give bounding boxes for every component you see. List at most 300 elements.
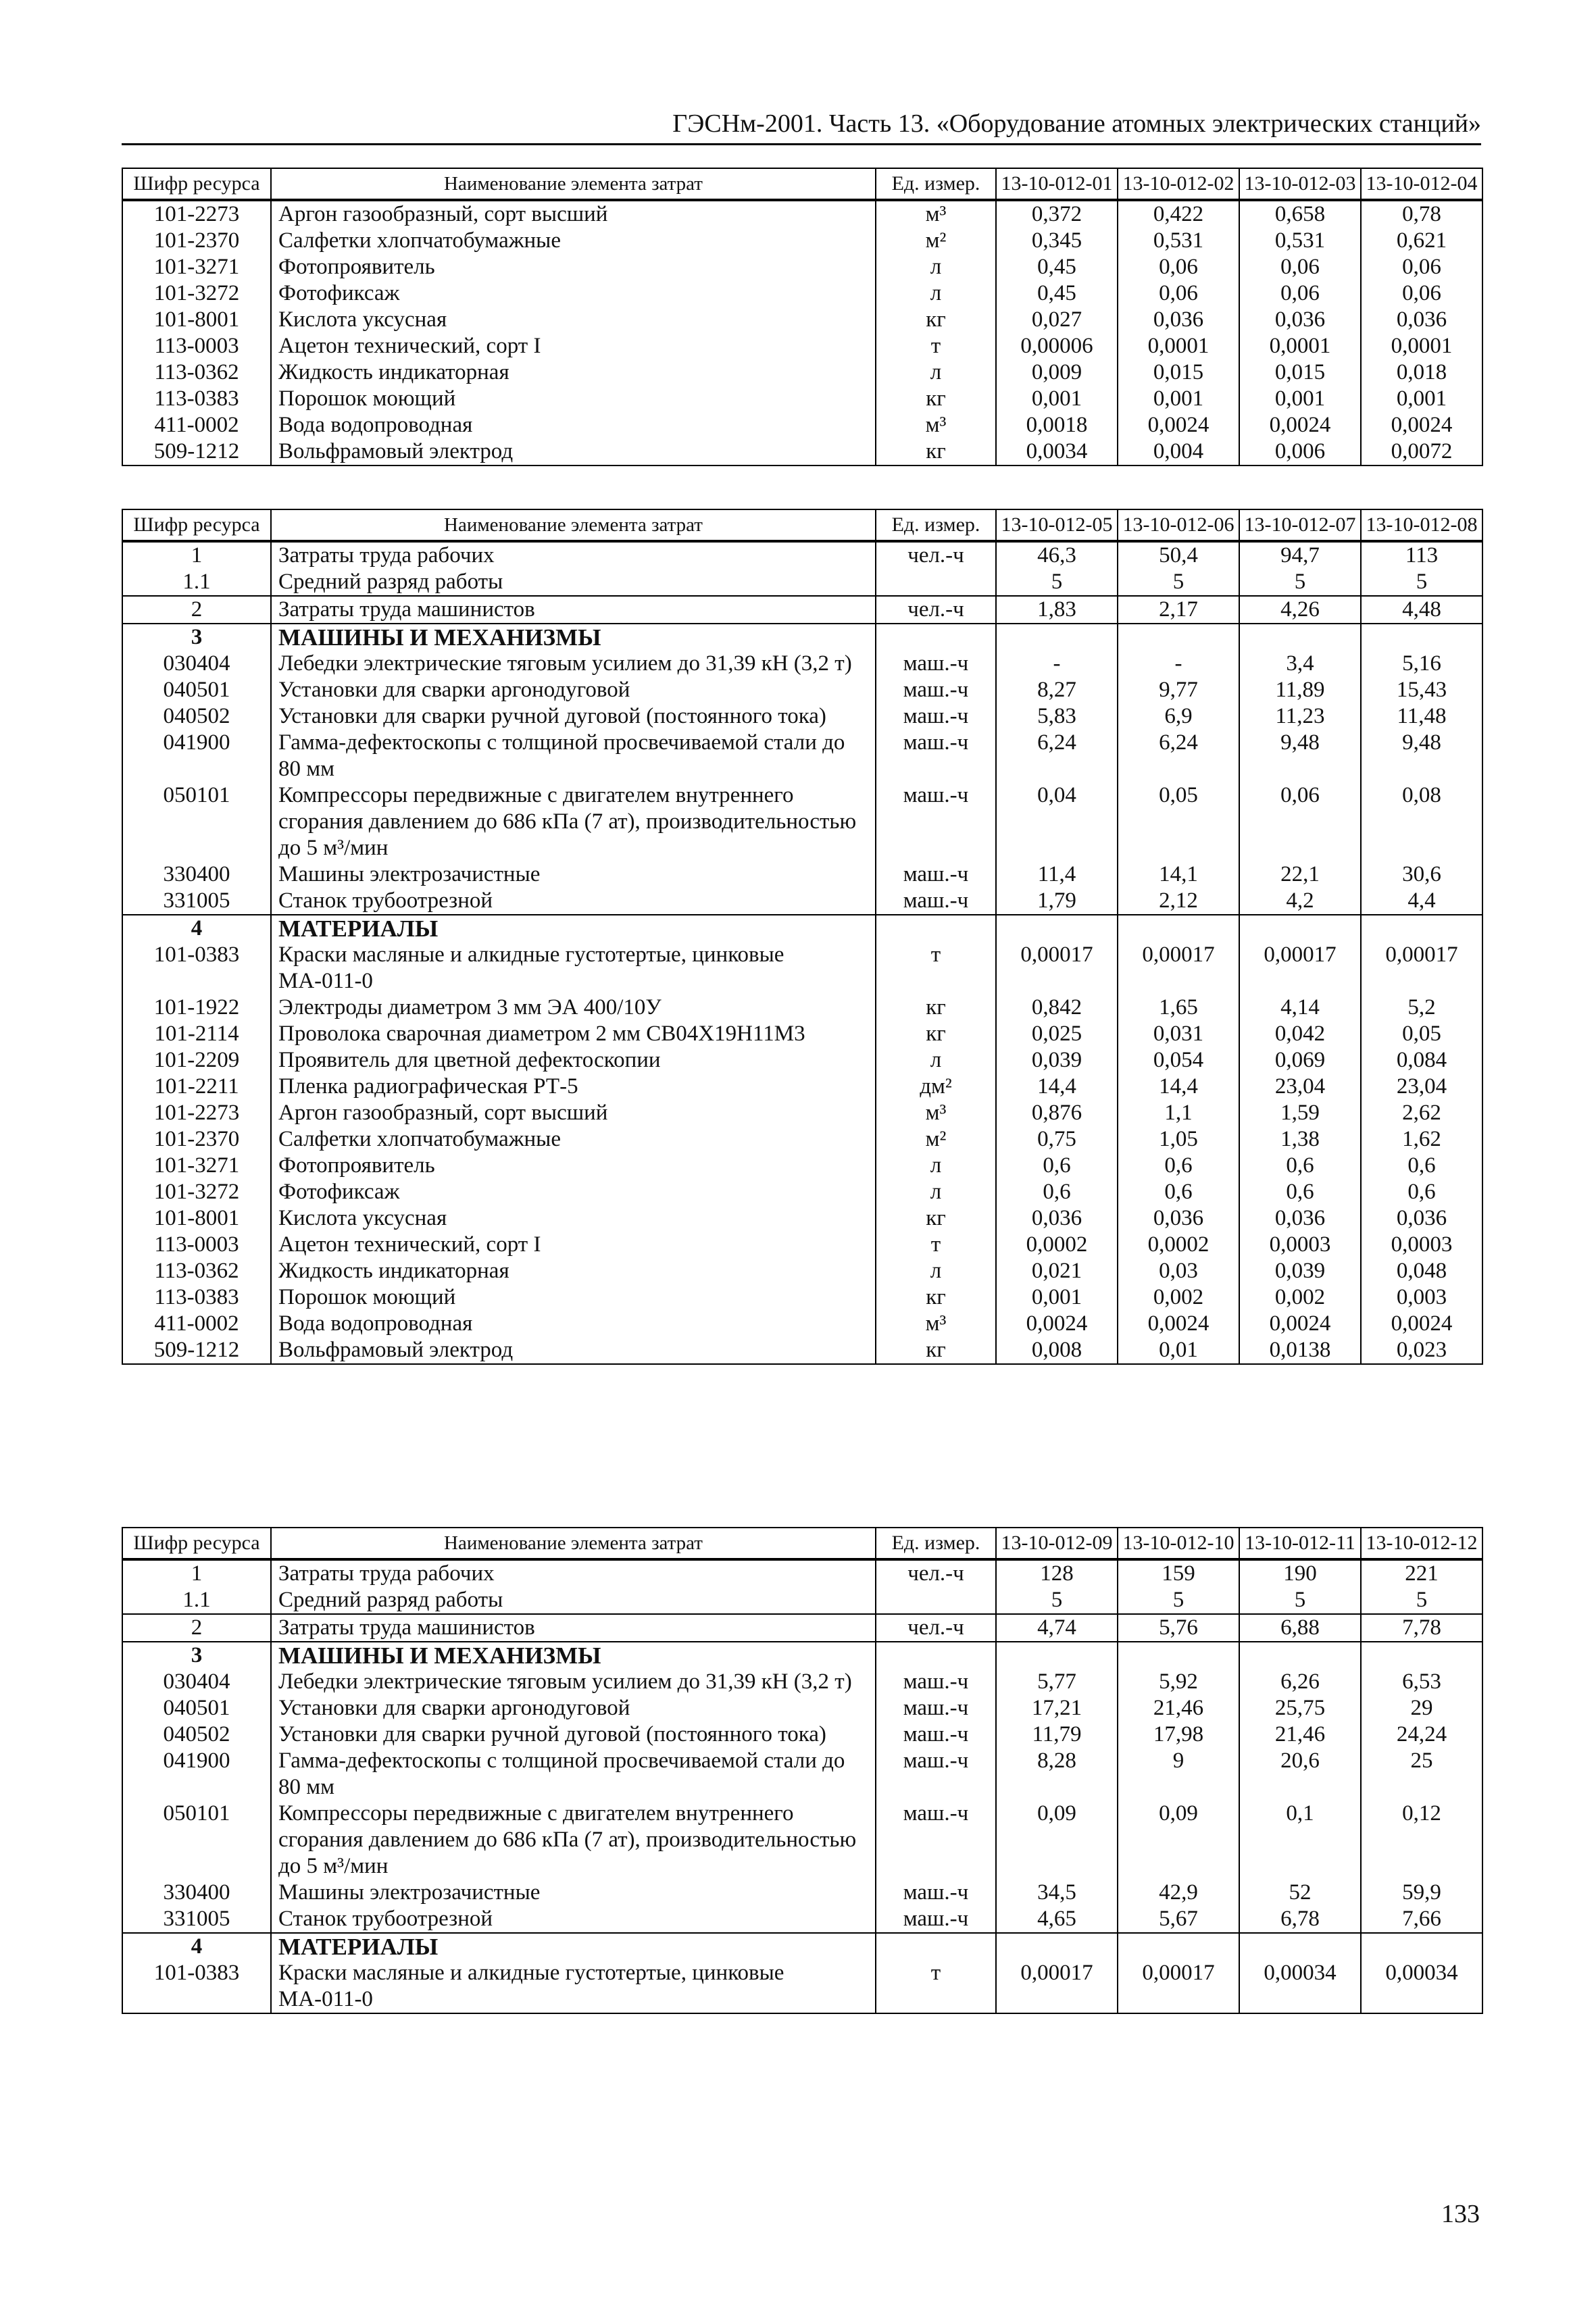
- value-cell: 0,006: [1239, 438, 1361, 466]
- resource-code-cell: 101-0383: [122, 1960, 271, 2013]
- value-cell: 3,4: [1239, 651, 1361, 677]
- value-cell: 1,62: [1361, 1126, 1482, 1153]
- value-cell: 5: [1361, 1587, 1482, 1614]
- resource-code-cell: 2: [122, 596, 271, 624]
- value-cell: [1118, 1642, 1239, 1669]
- value-cell: 21,46: [1239, 1721, 1361, 1748]
- value-cell: 0,003: [1361, 1284, 1482, 1311]
- unit-cell: т: [876, 333, 996, 359]
- resource-code-cell: 101-8001: [122, 1205, 271, 1232]
- table-row: [122, 861, 1482, 888]
- value-cell: 50,4: [1118, 541, 1239, 569]
- value-cell: 5: [996, 569, 1118, 596]
- unit-cell: маш.-ч: [876, 1880, 996, 1906]
- value-cell: 0,0034: [996, 438, 1118, 466]
- value-cell: 6,26: [1239, 1669, 1361, 1695]
- resource-name-cell: Станок трубоотрезной: [271, 888, 876, 915]
- unit-cell: м³: [876, 1311, 996, 1337]
- header-code: Шифр ресурса: [122, 509, 271, 541]
- value-cell: 0,422: [1118, 200, 1239, 228]
- unit-cell: т: [876, 1232, 996, 1258]
- value-cell: 0,621: [1361, 228, 1482, 254]
- resource-code-cell: 4: [122, 915, 271, 942]
- table-row: [122, 359, 1482, 386]
- value-cell: 113: [1361, 541, 1482, 569]
- table-row: [122, 1721, 1482, 1748]
- value-cell: 0,00034: [1239, 1960, 1361, 2013]
- value-cell: 0,06: [1239, 782, 1361, 861]
- table-row: [122, 569, 1482, 596]
- page-header: [122, 108, 1481, 145]
- value-cell: 30,6: [1361, 861, 1482, 888]
- unit-cell: маш.-ч: [876, 1721, 996, 1748]
- value-cell: 5: [1239, 569, 1361, 596]
- value-cell: 0,06: [1118, 280, 1239, 307]
- value-cell: 0,0001: [1239, 333, 1361, 359]
- value-cell: 2,12: [1118, 888, 1239, 915]
- value-cell: 9,48: [1239, 730, 1361, 782]
- resource-code-cell: 101-3271: [122, 1153, 271, 1179]
- resource-code-cell: 1.1: [122, 1587, 271, 1614]
- resource-code-cell: 331005: [122, 1906, 271, 1933]
- value-cell: 0,45: [996, 254, 1118, 280]
- value-cell: 0,0138: [1239, 1337, 1361, 1364]
- value-cell: 34,5: [996, 1880, 1118, 1906]
- value-cell: 0,0003: [1361, 1232, 1482, 1258]
- unit-cell: маш.-ч: [876, 1906, 996, 1933]
- resource-name-cell: Средний разряд работы: [271, 569, 876, 596]
- resource-table-1: [122, 168, 1483, 466]
- table-row: [122, 280, 1482, 307]
- header-unit: Ед. измер.: [876, 168, 996, 200]
- resource-name-cell: Компрессоры передвижные с двигателем внутреннего сгорания давлением до 686 кПа (7 ат), производительностью до 5 м³/мин: [271, 782, 876, 861]
- table-row: [122, 730, 1482, 782]
- value-cell: 0,015: [1239, 359, 1361, 386]
- table-row: [122, 624, 1482, 651]
- value-cell: 0,001: [1239, 386, 1361, 412]
- value-cell: 0,002: [1118, 1284, 1239, 1311]
- resource-name-cell: Ацетон технический, сорт I: [271, 333, 876, 359]
- unit-cell: л: [876, 1153, 996, 1179]
- value-cell: [1361, 1933, 1482, 1960]
- value-cell: 0,01: [1118, 1337, 1239, 1364]
- resource-code-cell: 2: [122, 1614, 271, 1642]
- value-cell: 5,92: [1118, 1669, 1239, 1695]
- resource-code-cell: 411-0002: [122, 412, 271, 438]
- resource-name-cell: Салфетки хлопчатобумажные: [271, 228, 876, 254]
- resource-name-cell: Гамма-дефектоскопы с толщиной просвечиваемой стали до 80 мм: [271, 730, 876, 782]
- resource-code-cell: 041900: [122, 1748, 271, 1801]
- value-cell: 0,0024: [1118, 1311, 1239, 1337]
- resource-code-cell: 101-1922: [122, 995, 271, 1021]
- value-cell: 0,06: [1361, 254, 1482, 280]
- value-cell: 0,0003: [1239, 1232, 1361, 1258]
- value-cell: 0,036: [1361, 307, 1482, 333]
- resource-name-cell: Вольфрамовый электрод: [271, 438, 876, 466]
- value-cell: 0,036: [996, 1205, 1118, 1232]
- value-cell: 0,0002: [996, 1232, 1118, 1258]
- value-cell: 0,6: [1118, 1153, 1239, 1179]
- header-col-3: 13-10-012-07: [1239, 509, 1361, 541]
- table-row: [122, 228, 1482, 254]
- unit-cell: маш.-ч: [876, 861, 996, 888]
- value-cell: [996, 915, 1118, 942]
- value-cell: 0,00017: [1118, 942, 1239, 995]
- unit-cell: л: [876, 1258, 996, 1284]
- resource-code-cell: 040502: [122, 1721, 271, 1748]
- resource-code-cell: 101-2273: [122, 200, 271, 228]
- value-cell: 17,98: [1118, 1721, 1239, 1748]
- resource-name-cell: Порошок моющий: [271, 1284, 876, 1311]
- value-cell: 6,24: [1118, 730, 1239, 782]
- value-cell: 0,054: [1118, 1047, 1239, 1074]
- value-cell: 1,59: [1239, 1100, 1361, 1126]
- value-cell: 0,06: [1361, 280, 1482, 307]
- header-code: Шифр ресурса: [122, 1528, 271, 1559]
- header-name: Наименование элемента затрат: [271, 168, 876, 200]
- unit-cell: м³: [876, 200, 996, 228]
- resource-code-cell: 1: [122, 541, 271, 569]
- table-row: [122, 1258, 1482, 1284]
- value-cell: 0,04: [996, 782, 1118, 861]
- table-header-row: [122, 509, 1482, 541]
- value-cell: 5: [996, 1587, 1118, 1614]
- resource-name-cell: Вода водопроводная: [271, 412, 876, 438]
- unit-cell: чел.-ч: [876, 596, 996, 624]
- header-name: Наименование элемента затрат: [271, 1528, 876, 1559]
- value-cell: 11,89: [1239, 677, 1361, 703]
- value-cell: 0,0002: [1118, 1232, 1239, 1258]
- header-code: Шифр ресурса: [122, 168, 271, 200]
- value-cell: 11,23: [1239, 703, 1361, 730]
- value-cell: 11,48: [1361, 703, 1482, 730]
- unit-cell: [876, 1933, 996, 1960]
- page-number: 133: [1441, 2200, 1480, 2228]
- value-cell: 221: [1361, 1559, 1482, 1587]
- value-cell: 0,00034: [1361, 1960, 1482, 2013]
- resource-name-cell: Машины электрозачистные: [271, 1880, 876, 1906]
- value-cell: [1239, 624, 1361, 651]
- unit-cell: маш.-ч: [876, 730, 996, 782]
- value-cell: 23,04: [1239, 1074, 1361, 1100]
- unit-cell: чел.-ч: [876, 541, 996, 569]
- value-cell: [1239, 1933, 1361, 1960]
- value-cell: [1361, 1642, 1482, 1669]
- table-row: [122, 1695, 1482, 1721]
- value-cell: 190: [1239, 1559, 1361, 1587]
- value-cell: 0,0024: [1361, 412, 1482, 438]
- resource-name-cell: Ацетон технический, сорт I: [271, 1232, 876, 1258]
- value-cell: [996, 624, 1118, 651]
- resource-code-cell: 101-3271: [122, 254, 271, 280]
- resource-name-cell: Жидкость индикаторная: [271, 1258, 876, 1284]
- value-cell: 0,531: [1118, 228, 1239, 254]
- resource-name-cell: МАТЕРИАЛЫ: [271, 1933, 876, 1960]
- value-cell: 2,17: [1118, 596, 1239, 624]
- value-cell: 0,042: [1239, 1021, 1361, 1047]
- value-cell: 23,04: [1361, 1074, 1482, 1100]
- value-cell: 0,0024: [1239, 412, 1361, 438]
- value-cell: 5,83: [996, 703, 1118, 730]
- resource-code-cell: 040501: [122, 1695, 271, 1721]
- resource-name-cell: Кислота уксусная: [271, 1205, 876, 1232]
- table-row: [122, 677, 1482, 703]
- table-row: [122, 1587, 1482, 1614]
- value-cell: -: [996, 651, 1118, 677]
- value-cell: 0,03: [1118, 1258, 1239, 1284]
- table-row: [122, 1126, 1482, 1153]
- unit-cell: [876, 1587, 996, 1614]
- value-cell: 14,1: [1118, 861, 1239, 888]
- unit-cell: чел.-ч: [876, 1614, 996, 1642]
- value-cell: 0,009: [996, 359, 1118, 386]
- value-cell: 14,4: [996, 1074, 1118, 1100]
- value-cell: 5: [1361, 569, 1482, 596]
- resource-name-cell: Аргон газообразный, сорт высший: [271, 200, 876, 228]
- resource-code-cell: 1.1: [122, 569, 271, 596]
- resource-name-cell: МАШИНЫ И МЕХАНИЗМЫ: [271, 1642, 876, 1669]
- resource-code-cell: 330400: [122, 861, 271, 888]
- value-cell: 0,00017: [1239, 942, 1361, 995]
- value-cell: 4,2: [1239, 888, 1361, 915]
- header-unit: Ед. измер.: [876, 509, 996, 541]
- resource-name-cell: Фотофиксаж: [271, 280, 876, 307]
- resource-code-cell: 050101: [122, 782, 271, 861]
- unit-cell: маш.-ч: [876, 703, 996, 730]
- value-cell: 0,6: [1239, 1153, 1361, 1179]
- value-cell: 1,05: [1118, 1126, 1239, 1153]
- value-cell: 0,001: [996, 1284, 1118, 1311]
- resource-name-cell: Фотопроявитель: [271, 1153, 876, 1179]
- resource-code-cell: 030404: [122, 1669, 271, 1695]
- unit-cell: кг: [876, 307, 996, 333]
- value-cell: 0,001: [1118, 386, 1239, 412]
- table-row: [122, 1933, 1482, 1960]
- table-row: [122, 254, 1482, 280]
- unit-cell: л: [876, 1179, 996, 1205]
- value-cell: 0,069: [1239, 1047, 1361, 1074]
- header-unit: Ед. измер.: [876, 1528, 996, 1559]
- value-cell: 7,78: [1361, 1614, 1482, 1642]
- table-row: [122, 888, 1482, 915]
- value-cell: 4,26: [1239, 596, 1361, 624]
- table-row: [122, 651, 1482, 677]
- resource-name-cell: Кислота уксусная: [271, 307, 876, 333]
- resource-name-cell: Жидкость индикаторная: [271, 359, 876, 386]
- value-cell: 59,9: [1361, 1880, 1482, 1906]
- value-cell: 0,0018: [996, 412, 1118, 438]
- value-cell: 0,004: [1118, 438, 1239, 466]
- unit-cell: т: [876, 942, 996, 995]
- table-row: [122, 412, 1482, 438]
- value-cell: 14,4: [1118, 1074, 1239, 1100]
- resource-code-cell: 3: [122, 1642, 271, 1669]
- resource-code-cell: 101-2211: [122, 1074, 271, 1100]
- value-cell: 0,6: [1361, 1153, 1482, 1179]
- value-cell: 0,09: [996, 1801, 1118, 1880]
- table-row: [122, 1179, 1482, 1205]
- value-cell: 0,0024: [996, 1311, 1118, 1337]
- value-cell: 5,67: [1118, 1906, 1239, 1933]
- unit-cell: маш.-ч: [876, 1801, 996, 1880]
- value-cell: 0,0024: [1118, 412, 1239, 438]
- table-row: [122, 1614, 1482, 1642]
- resource-name-cell: Затраты труда рабочих: [271, 541, 876, 569]
- table-row: [122, 1906, 1482, 1933]
- resource-name-cell: Машины электрозачистные: [271, 861, 876, 888]
- value-cell: 0,05: [1118, 782, 1239, 861]
- value-cell: 0,0072: [1361, 438, 1482, 466]
- unit-cell: кг: [876, 438, 996, 466]
- value-cell: 0,00017: [1118, 1960, 1239, 2013]
- unit-cell: дм²: [876, 1074, 996, 1100]
- unit-cell: [876, 569, 996, 596]
- value-cell: 0,001: [996, 386, 1118, 412]
- header-col-2: 13-10-012-10: [1118, 1528, 1239, 1559]
- value-cell: 0,842: [996, 995, 1118, 1021]
- value-cell: 0,06: [1239, 280, 1361, 307]
- resource-name-cell: Средний разряд работы: [271, 1587, 876, 1614]
- value-cell: 9: [1118, 1748, 1239, 1801]
- value-cell: 1,38: [1239, 1126, 1361, 1153]
- resource-code-cell: 4: [122, 1933, 271, 1960]
- value-cell: 5,2: [1361, 995, 1482, 1021]
- header-col-1: 13-10-012-09: [996, 1528, 1118, 1559]
- unit-cell: маш.-ч: [876, 1695, 996, 1721]
- resource-code-cell: 030404: [122, 651, 271, 677]
- unit-cell: м³: [876, 1100, 996, 1126]
- value-cell: 0,036: [1118, 307, 1239, 333]
- resource-code-cell: 101-2114: [122, 1021, 271, 1047]
- table-row: [122, 1021, 1482, 1047]
- unit-cell: м²: [876, 1126, 996, 1153]
- value-cell: 0,008: [996, 1337, 1118, 1364]
- value-cell: 0,0024: [1239, 1311, 1361, 1337]
- table-row: [122, 386, 1482, 412]
- value-cell: 0,00017: [996, 942, 1118, 995]
- unit-cell: маш.-ч: [876, 1669, 996, 1695]
- unit-cell: чел.-ч: [876, 1559, 996, 1587]
- value-cell: [1239, 1642, 1361, 1669]
- unit-cell: л: [876, 254, 996, 280]
- resource-name-cell: Установки для сварки ручной дуговой (постоянного тока): [271, 703, 876, 730]
- header-col-2: 13-10-012-06: [1118, 509, 1239, 541]
- resource-code-cell: 411-0002: [122, 1311, 271, 1337]
- table-row: [122, 1642, 1482, 1669]
- value-cell: 25: [1361, 1748, 1482, 1801]
- value-cell: 17,21: [996, 1695, 1118, 1721]
- value-cell: 0,12: [1361, 1801, 1482, 1880]
- resource-code-cell: 113-0003: [122, 1232, 271, 1258]
- value-cell: 0,084: [1361, 1047, 1482, 1074]
- value-cell: 25,75: [1239, 1695, 1361, 1721]
- value-cell: 0,039: [996, 1047, 1118, 1074]
- resource-code-cell: 101-3272: [122, 1179, 271, 1205]
- value-cell: 0,039: [1239, 1258, 1361, 1284]
- header-name: Наименование элемента затрат: [271, 509, 876, 541]
- value-cell: 0,6: [1239, 1179, 1361, 1205]
- header-col-1: 13-10-012-01: [996, 168, 1118, 200]
- resource-name-cell: Установки для сварки аргонодуговой: [271, 677, 876, 703]
- value-cell: 0,027: [996, 307, 1118, 333]
- value-cell: 7,66: [1361, 1906, 1482, 1933]
- header-col-1: 13-10-012-05: [996, 509, 1118, 541]
- unit-cell: [876, 624, 996, 651]
- value-cell: 4,48: [1361, 596, 1482, 624]
- value-cell: 0,531: [1239, 228, 1361, 254]
- resource-code-cell: 101-2370: [122, 228, 271, 254]
- resource-code-cell: 1: [122, 1559, 271, 1587]
- value-cell: 4,74: [996, 1614, 1118, 1642]
- resource-code-cell: 101-2370: [122, 1126, 271, 1153]
- resource-code-cell: 331005: [122, 888, 271, 915]
- table-row: [122, 915, 1482, 942]
- value-cell: 0,025: [996, 1021, 1118, 1047]
- value-cell: 0,0001: [1361, 333, 1482, 359]
- value-cell: [1361, 915, 1482, 942]
- value-cell: 6,9: [1118, 703, 1239, 730]
- value-cell: [1361, 624, 1482, 651]
- resource-code-cell: 101-2273: [122, 1100, 271, 1126]
- header-col-2: 13-10-012-02: [1118, 168, 1239, 200]
- table-row: [122, 200, 1482, 228]
- value-cell: 0,1: [1239, 1801, 1361, 1880]
- resource-name-cell: Вода водопроводная: [271, 1311, 876, 1337]
- table-row: [122, 1284, 1482, 1311]
- value-cell: 6,88: [1239, 1614, 1361, 1642]
- value-cell: 22,1: [1239, 861, 1361, 888]
- value-cell: 24,24: [1361, 1721, 1482, 1748]
- unit-cell: кг: [876, 1021, 996, 1047]
- table-header-row: [122, 168, 1482, 200]
- value-cell: 4,4: [1361, 888, 1482, 915]
- value-cell: 5,16: [1361, 651, 1482, 677]
- resource-code-cell: 113-0383: [122, 386, 271, 412]
- value-cell: 0,036: [1118, 1205, 1239, 1232]
- value-cell: 0,372: [996, 200, 1118, 228]
- value-cell: 0,00017: [996, 1960, 1118, 2013]
- value-cell: 11,79: [996, 1721, 1118, 1748]
- value-cell: [996, 1642, 1118, 1669]
- resource-name-cell: Затраты труда машинистов: [271, 1614, 876, 1642]
- value-cell: 1,79: [996, 888, 1118, 915]
- unit-cell: [876, 1642, 996, 1669]
- unit-cell: маш.-ч: [876, 651, 996, 677]
- value-cell: 0,876: [996, 1100, 1118, 1126]
- value-cell: 5: [1118, 569, 1239, 596]
- resource-name-cell: Краски масляные и алкидные густотертые, цинковые МА-011-0: [271, 942, 876, 995]
- value-cell: 5: [1118, 1587, 1239, 1614]
- resource-name-cell: Установки для сварки ручной дуговой (постоянного тока): [271, 1721, 876, 1748]
- value-cell: 0,048: [1361, 1258, 1482, 1284]
- value-cell: [1239, 915, 1361, 942]
- resource-code-cell: 509-1212: [122, 1337, 271, 1364]
- resource-name-cell: Салфетки хлопчатобумажные: [271, 1126, 876, 1153]
- resource-name-cell: Затраты труда рабочих: [271, 1559, 876, 1587]
- resource-code-cell: 040501: [122, 677, 271, 703]
- value-cell: 0,015: [1118, 359, 1239, 386]
- value-cell: 52: [1239, 1880, 1361, 1906]
- value-cell: 0,021: [996, 1258, 1118, 1284]
- resource-code-cell: 113-0362: [122, 1258, 271, 1284]
- value-cell: 0,09: [1118, 1801, 1239, 1880]
- unit-cell: маш.-ч: [876, 677, 996, 703]
- resource-name-cell: Станок трубоотрезной: [271, 1906, 876, 1933]
- value-cell: 0,0001: [1118, 333, 1239, 359]
- unit-cell: л: [876, 1047, 996, 1074]
- value-cell: 0,6: [1361, 1179, 1482, 1205]
- resource-table-2: [122, 509, 1483, 1365]
